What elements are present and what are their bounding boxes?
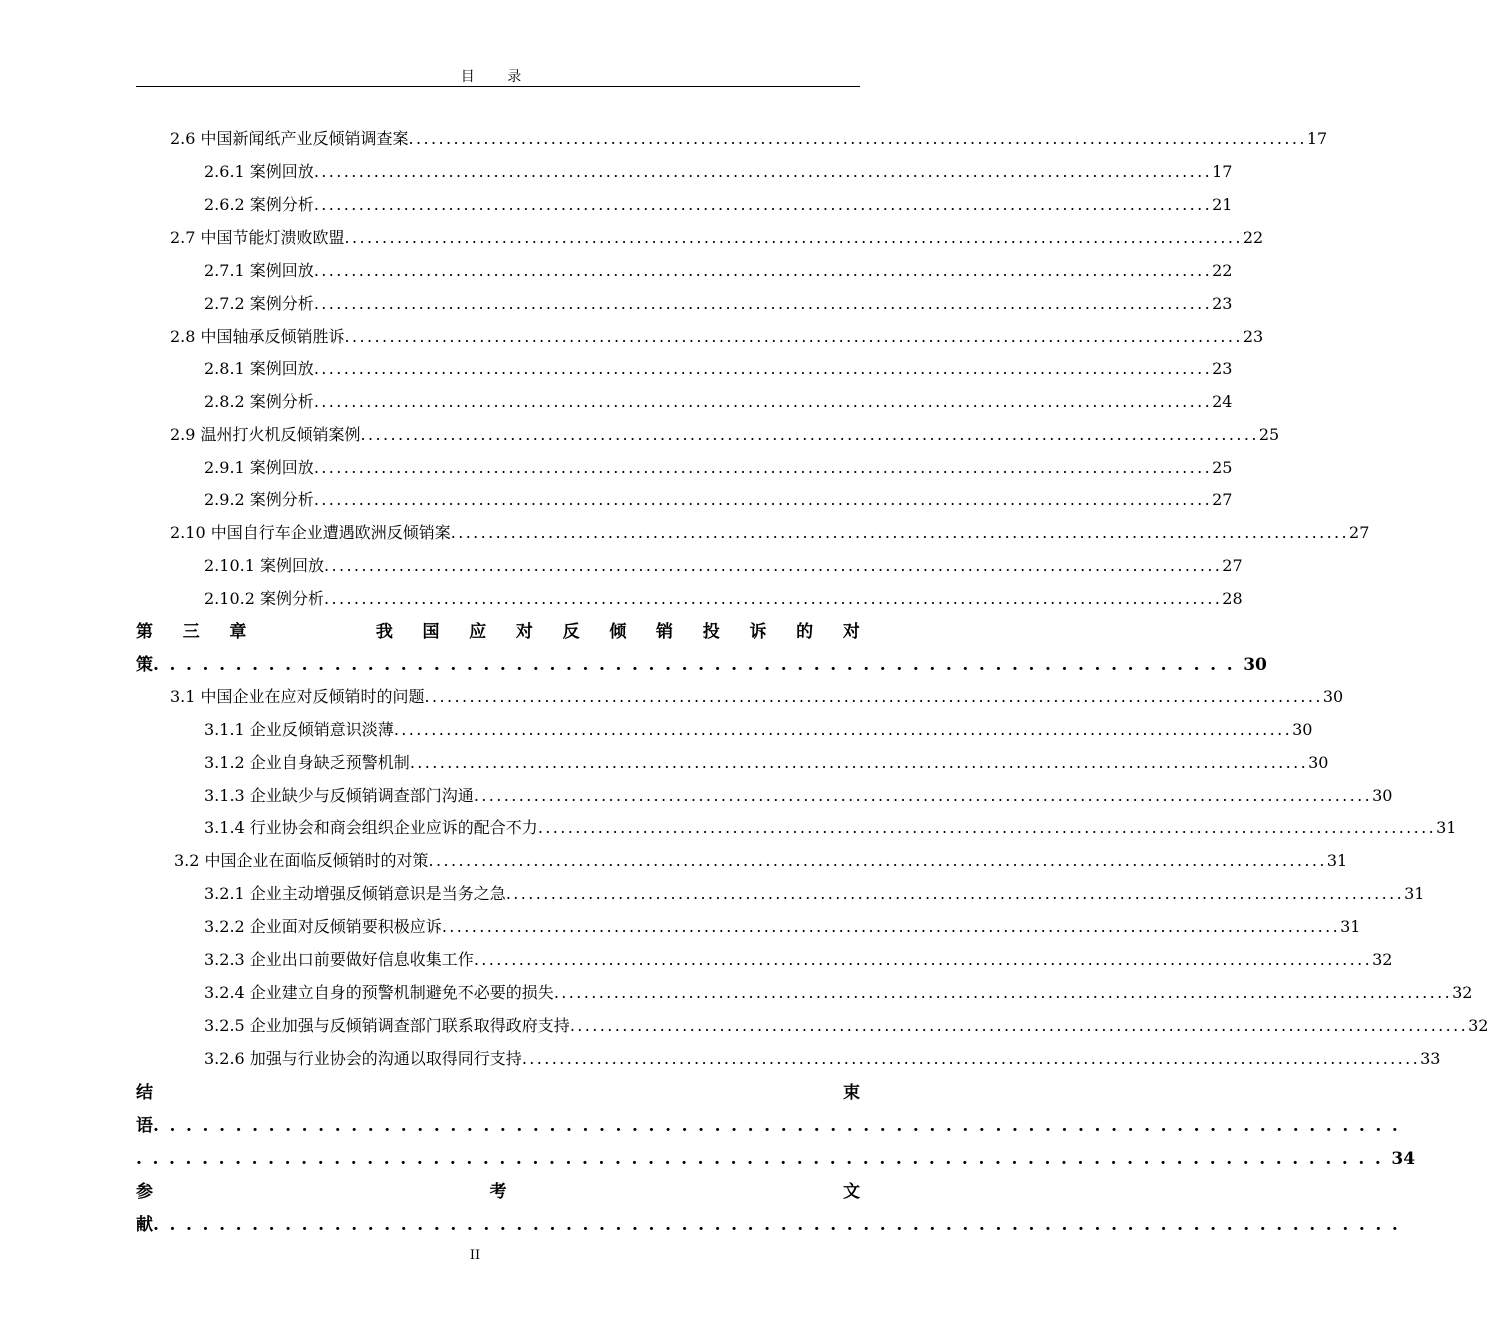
toc-entry-label: 2.7.1 案例回放 (204, 261, 314, 280)
toc-entry-3-2-3[interactable] (204, 947, 1393, 973)
toc-entry-2-9[interactable] (170, 422, 1280, 448)
dot-leader: ........................................................................................................................ (521, 1049, 1421, 1068)
toc-entry-label: 2.10.2 案例分析 (204, 589, 324, 608)
toc-entry-page: 33 (1420, 1049, 1441, 1068)
toc-entry-3-2-2[interactable] (204, 914, 1361, 940)
toc-entry-2-6-1[interactable] (204, 159, 1233, 185)
toc-entry-page: 32 (1452, 983, 1473, 1002)
toc-entry-3-1[interactable] (170, 684, 1344, 710)
toc-references-line1[interactable] (136, 1177, 860, 1207)
toc-entry-page: 32 (1468, 1016, 1488, 1035)
toc-entry-page: 30 (1308, 753, 1329, 772)
dot-leader: ........................................................................................................................ (360, 425, 1259, 444)
chapter-char: 销 (656, 622, 674, 642)
chapter-char: 应 (469, 622, 487, 642)
heading-char: 束 (843, 1083, 860, 1103)
toc-entry-2-7-2[interactable] (204, 291, 1233, 317)
dot-leader: ........................................................................................................................ (473, 786, 1373, 805)
toc-entry-label: 3.1 中国企业在应对反倾销时的问题 (170, 687, 425, 706)
toc-entry-3-1-3[interactable] (204, 783, 1393, 809)
toc-entry-label: 3.2.4 企业建立自身的预警机制避免不必要的损失 (204, 983, 554, 1002)
chapter-char: 投 (702, 622, 720, 642)
toc-entry-2-6-2[interactable] (204, 192, 1233, 218)
toc-entry-page: 25 (1258, 425, 1280, 444)
toc-entry-page: 27 (1222, 556, 1243, 575)
toc-chapter-3-line2[interactable] (136, 650, 1267, 680)
toc-entry-page: 24 (1212, 392, 1233, 411)
toc-entry-page: 23 (1212, 359, 1233, 378)
toc-entry-2-9-1[interactable] (204, 455, 1233, 481)
toc-entry-page: 23 (1212, 294, 1233, 313)
toc-entry-2-10-2[interactable] (204, 586, 1243, 612)
dot-leader: ........................................................................................................................ (313, 359, 1213, 378)
toc-entry-2-9-2[interactable] (204, 487, 1233, 513)
toc-entry-label: 3.2.6 加强与行业协会的沟通以取得同行支持 (204, 1049, 522, 1068)
toc-entry-label: 2.9.2 案例分析 (204, 490, 314, 509)
toc-entry-2-8[interactable] (170, 324, 1264, 350)
toc-entry-label: 3.1.1 企业反倾销意识淡薄 (204, 720, 394, 739)
dot-leader: ........................................................................................................................ (473, 950, 1373, 969)
dot-leader: ........................................................................................................................ (313, 261, 1213, 280)
toc-entry-page: 17 (1306, 129, 1328, 148)
toc-entry-label: 2.6.2 案例分析 (204, 195, 314, 214)
toc-entry-label: 3.2 中国企业在面临反倾销时的对策 (174, 851, 429, 870)
dot-leader: ........................................................................................................................ (424, 687, 1323, 706)
heading-char: 考 (489, 1182, 507, 1202)
toc-entry-page: 30 (1372, 786, 1393, 805)
toc-entry-3-1-2[interactable] (204, 750, 1329, 776)
dot-leader: ........................................................................................................................ (450, 523, 1350, 542)
dot-leader: ........................................................................................................................ (344, 327, 1243, 346)
toc-entry-label: 3.1.4 行业协会和商会组织企业应诉的配合不力 (204, 818, 538, 837)
header-rule (136, 86, 860, 87)
toc-entry-2-8-2[interactable] (204, 389, 1233, 415)
toc-entry-page: 22 (1242, 228, 1264, 247)
dot-leader: ............................................................................ (136, 1149, 1392, 1169)
page-number: II (469, 1248, 481, 1263)
chapter-char: 对 (515, 622, 533, 642)
toc-entry-label: 2.9 温州打火机反倾销案例 (170, 425, 361, 444)
heading-char: 结 (136, 1083, 153, 1103)
dot-leader: ........................................................................................................................ (441, 917, 1341, 936)
toc-entry-page: 17 (1212, 162, 1233, 181)
toc-entry-label: 2.6.1 案例回放 (204, 162, 314, 181)
dot-leader: ........................................................................................................................ (313, 162, 1213, 181)
dot-leader: ........................................................................................................................ (537, 818, 1437, 837)
chapter-char: 策 (136, 655, 153, 675)
toc-entry-page: 22 (1212, 261, 1233, 280)
toc-entry-2-7-1[interactable] (204, 258, 1233, 284)
toc-entry-label: 2.8 中国轴承反倾销胜诉 (170, 327, 345, 346)
heading-char: 参 (136, 1182, 153, 1202)
toc-entry-2-7[interactable] (170, 225, 1264, 251)
gap (276, 617, 346, 647)
toc-entry-page: 23 (1242, 327, 1264, 346)
toc-conclusion-line2[interactable] (136, 1111, 1409, 1141)
toc-entry-3-2-1[interactable] (204, 881, 1425, 907)
chapter-char: 反 (562, 622, 580, 642)
dot-leader: ........................................................................................................................ (313, 195, 1213, 214)
toc-entry-label: 3.2.2 企业面对反倾销要积极应诉 (204, 917, 442, 936)
dot-leader: .................................................................. (153, 655, 1244, 675)
toc-entry-page: 31 (1326, 851, 1348, 870)
toc-entry-label: 2.10.1 案例回放 (204, 556, 324, 575)
toc-references-line2[interactable] (136, 1210, 1409, 1240)
toc-entry-label: 3.2.3 企业出口前要做好信息收集工作 (204, 950, 474, 969)
toc-entry-label: 2.10 中国自行车企业遭遇欧洲反倾销案 (170, 523, 451, 542)
dot-leader: ........................................................................................................................ (323, 589, 1223, 608)
toc-entry-label: 2.6 中国新闻纸产业反倾销调查案 (170, 129, 409, 148)
toc-entry-page: 30 (1322, 687, 1344, 706)
toc-entry-page: 27 (1349, 523, 1370, 542)
toc-entry-3-2-6[interactable] (204, 1046, 1441, 1072)
toc-entry-3-2-5[interactable] (204, 1013, 1488, 1039)
toc-entry-3-1-1[interactable] (204, 717, 1313, 743)
toc-entry-page: 31 (1436, 818, 1457, 837)
chapter-char: 第 (136, 622, 153, 642)
toc-entry-2-10-1[interactable] (204, 553, 1243, 579)
chapter-char: 三 (182, 622, 200, 642)
toc-conclusion-line3[interactable] (136, 1144, 1416, 1174)
toc-entry-label: 2.8.2 案例分析 (204, 392, 314, 411)
chapter-char: 对 (842, 622, 860, 642)
toc-entry-2-6[interactable] (170, 126, 1328, 152)
chapter-char: 我 (375, 622, 393, 642)
chapter-char: 国 (422, 622, 440, 642)
toc-entry-page: 27 (1212, 490, 1233, 509)
toc-entry-page: 31 (1404, 884, 1425, 903)
toc-entry-3-1-4[interactable] (204, 815, 1457, 841)
toc-entry-label: 3.1.3 企业缺少与反倾销调查部门沟通 (204, 786, 474, 805)
toc-entry-label: 2.9.1 案例回放 (204, 458, 314, 477)
chapter-char: 倾 (609, 622, 627, 642)
toc-entry-label: 3.1.2 企业自身缺乏预警机制 (204, 753, 410, 772)
toc-entry-label: 3.2.1 企业主动增强反倾销意识是当务之急 (204, 884, 506, 903)
toc-entry-2-8-1[interactable] (204, 356, 1233, 382)
dot-leader: ........................................................................................................................ (569, 1016, 1469, 1035)
dot-leader: ............................................................................ (153, 1215, 1409, 1235)
chapter-char: 章 (229, 622, 247, 642)
heading-char: 文 (843, 1182, 860, 1202)
toc-entry-2-10[interactable] (170, 520, 1370, 546)
heading-char: 献 (136, 1215, 153, 1235)
toc-entry-label: 2.7 中国节能灯溃败欧盟 (170, 228, 345, 247)
dot-leader: ........................................................................................................................ (323, 556, 1223, 575)
heading-char: 语 (136, 1116, 153, 1136)
chapter-char: 诉 (749, 622, 767, 642)
dot-leader: ........................................................................................................................ (313, 392, 1213, 411)
dot-leader: ............................................................................ (153, 1116, 1409, 1136)
dot-leader: ........................................................................................................................ (344, 228, 1243, 247)
toc-entry-page: 30 (1292, 720, 1313, 739)
toc-conclusion-line1[interactable] (136, 1078, 860, 1108)
toc-entry-3-2[interactable] (174, 848, 1348, 874)
toc-entry-page: 31 (1340, 917, 1361, 936)
page-header-title: 目 录 (460, 69, 536, 85)
dot-leader: ........................................................................................................................ (428, 851, 1327, 870)
toc-entry-label: 2.7.2 案例分析 (204, 294, 314, 313)
dot-leader: ........................................................................................................................ (313, 294, 1213, 313)
toc-entry-page: 21 (1212, 195, 1233, 214)
toc-entry-page: 34 (1391, 1149, 1416, 1169)
chapter-char: 的 (796, 622, 814, 642)
toc-entry-page: 28 (1222, 589, 1243, 608)
toc-entry-label: 2.8.1 案例回放 (204, 359, 314, 378)
toc-entry-page: 25 (1212, 458, 1233, 477)
toc-chapter-3-line1[interactable] (136, 617, 860, 647)
dot-leader: ........................................................................................................................ (408, 129, 1307, 148)
toc-entry-3-2-4[interactable] (204, 980, 1473, 1006)
dot-leader: ........................................................................................................................ (553, 983, 1453, 1002)
toc-entry-page: 32 (1372, 950, 1393, 969)
toc-entry-label: 3.2.5 企业加强与反倾销调查部门联系取得政府支持 (204, 1016, 570, 1035)
toc-entry-page: 30 (1243, 655, 1267, 675)
dot-leader: ........................................................................................................................ (393, 720, 1293, 739)
dot-leader: ........................................................................................................................ (409, 753, 1309, 772)
dot-leader: ........................................................................................................................ (313, 490, 1213, 509)
dot-leader: ........................................................................................................................ (313, 458, 1213, 477)
dot-leader: ........................................................................................................................ (505, 884, 1405, 903)
